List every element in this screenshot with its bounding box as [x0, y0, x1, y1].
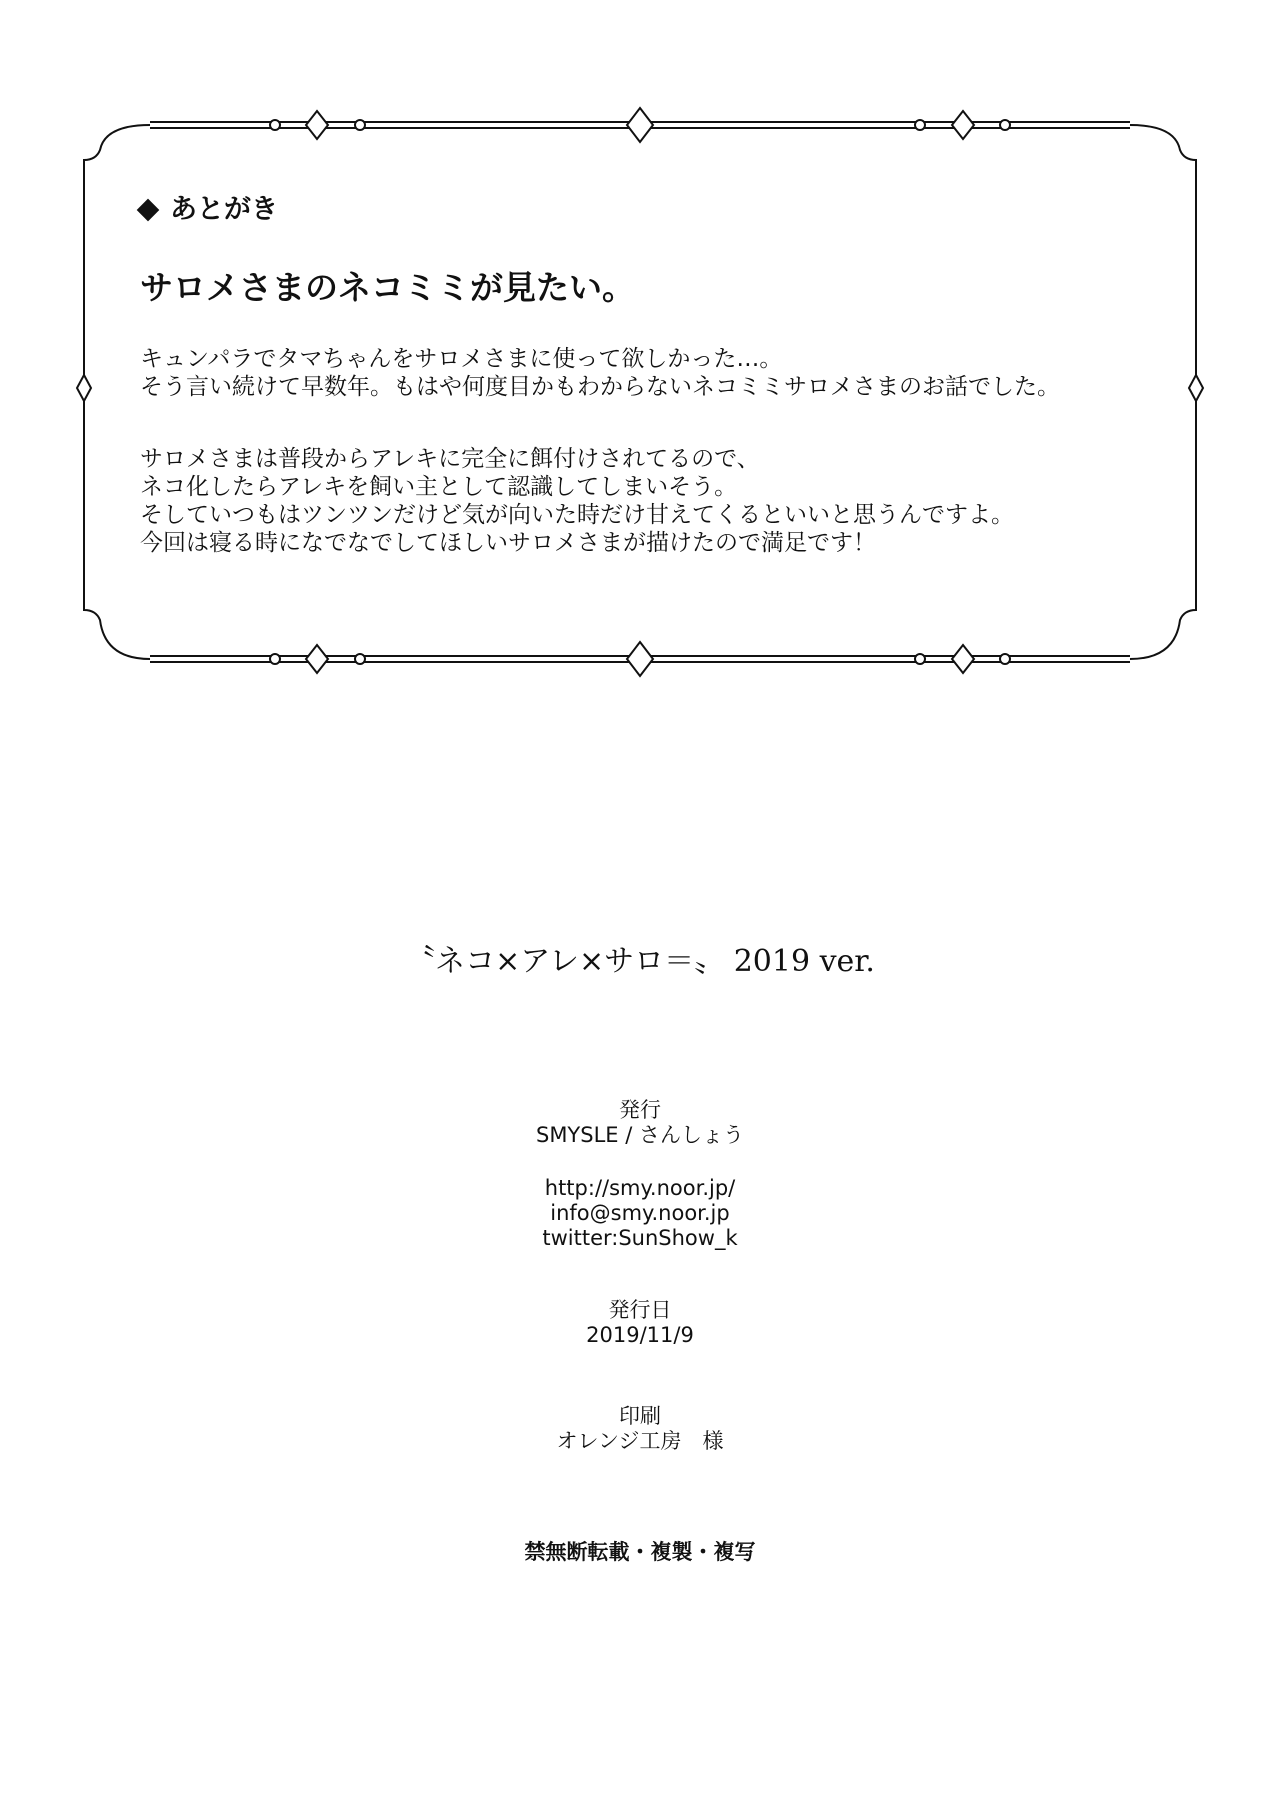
afterword-title: サロメさまのネコミミが見たい。	[140, 268, 635, 307]
colophon-links	[0, 1176, 1280, 1251]
frame-dot	[270, 654, 280, 664]
publisher-label: 発行	[619, 1098, 661, 1122]
frame-dot	[915, 120, 925, 130]
paragraph-line: ネコ化したらアレキを飼い主として認識してしまいそう。	[140, 474, 738, 500]
frame-diamond-top-left	[306, 111, 328, 139]
email-address: info@smy.noor.jp	[550, 1201, 730, 1225]
colophon-printer	[0, 1404, 1280, 1454]
colophon-publisher	[0, 1098, 1280, 1148]
frame-diamond-bottom-left	[306, 645, 328, 673]
frame-diamond-bottom-center	[627, 642, 653, 676]
publisher-name: SMYSLE / さんしょう	[535, 1123, 744, 1147]
paragraph-line: キュンパラでタマちゃんをサロメさまに使って欲しかった…。	[140, 346, 783, 372]
twitter-handle: twitter:SunShow_k	[542, 1226, 738, 1250]
frame-dot	[1000, 120, 1010, 130]
paragraph-line: そう言い続けて早数年。もはや何度目かもわからないネコミミサロメさまのお話でした。	[140, 374, 1060, 400]
afterword-section	[140, 192, 1140, 556]
version-title: 〝ネコ×アレ×サロ＝〟 2019 ver.	[405, 944, 875, 979]
publication-date: 2019/11/9	[586, 1323, 694, 1347]
frame-diamond-left	[77, 375, 91, 401]
frame-dot	[1000, 654, 1010, 664]
frame-dot	[270, 120, 280, 130]
colophon-date	[0, 1298, 1280, 1348]
diamond-bullet-icon	[137, 199, 160, 222]
paragraph-line: そしていつもはツンツンだけど気が向いた時だけ甘えてくるといいと思うんですよ。	[140, 502, 1014, 528]
afterword-heading-text: あとがき	[170, 194, 278, 225]
frame-dot	[915, 654, 925, 664]
frame-dot	[355, 654, 365, 664]
printer-name: オレンジ工房 様	[556, 1429, 724, 1453]
printer-label: 印刷	[619, 1404, 661, 1428]
afterword-heading	[140, 192, 1140, 228]
paragraph-line: サロメさまは普段からアレキに完全に餌付けされてるので、	[140, 446, 760, 472]
frame-diamond-top-center	[627, 108, 653, 142]
frame-diamond-bottom-right	[952, 645, 974, 673]
website-url: http://smy.noor.jp/	[544, 1176, 736, 1200]
frame-dot	[355, 120, 365, 130]
frame-diamond-top-right	[952, 111, 974, 139]
paragraph-line: 今回は寝る時になでなでしてほしいサロメさまが描けたので満足です！	[140, 530, 876, 556]
afterword-paragraph-1	[140, 345, 1140, 401]
copyright-notice: 禁無断転載・複製・複写	[524, 1540, 756, 1564]
frame-diamond-right	[1189, 375, 1203, 401]
date-label: 発行日	[608, 1298, 672, 1322]
afterword-paragraph-2	[140, 445, 1140, 557]
